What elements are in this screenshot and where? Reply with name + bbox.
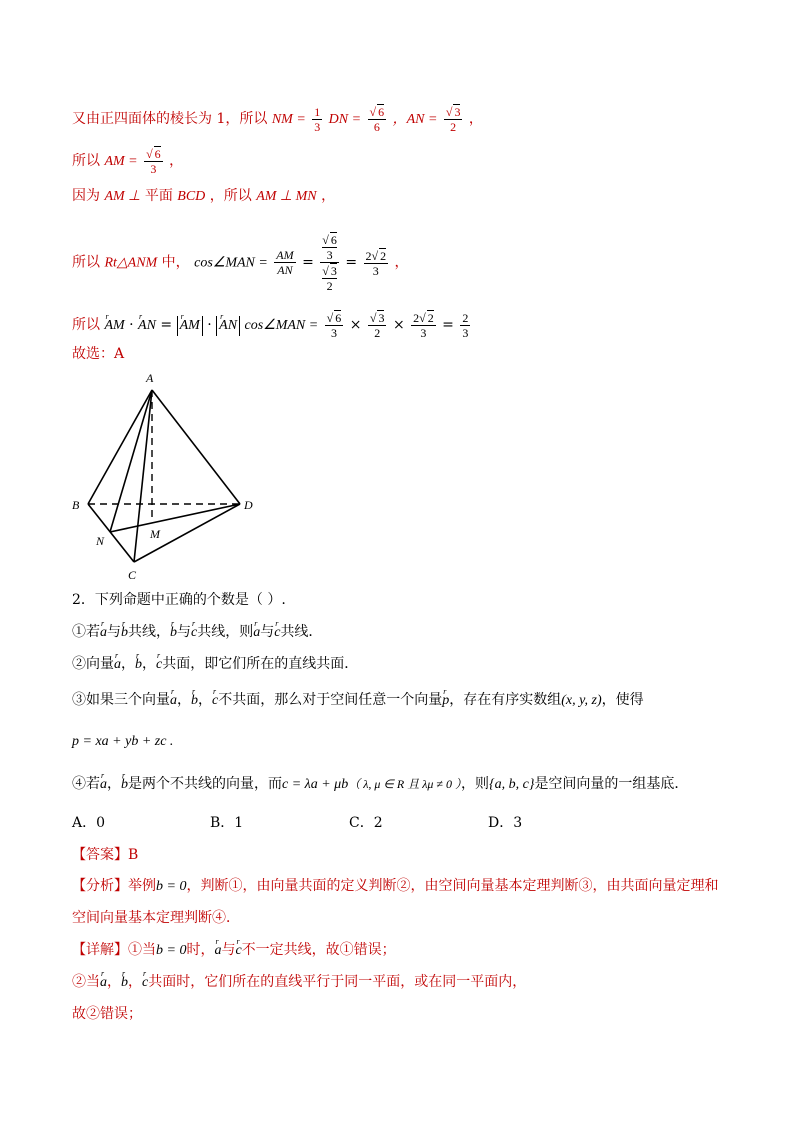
eq: = — [302, 254, 314, 271]
fraction: $\frac{AM}{AN}$ — [276, 248, 294, 277]
vector-p: r p — [442, 691, 449, 711]
label-c: C — [128, 568, 137, 582]
math: b = 0 — [156, 943, 187, 958]
math-an: ，AN = — [392, 112, 438, 127]
proposition-2: ②向量r a，r b，r c共面，即它们所在的直线共面． — [72, 654, 358, 675]
text: 所以 — [72, 254, 100, 271]
text: 所以 — [72, 153, 100, 169]
math-am: AM = — [104, 154, 138, 169]
text: 因为 — [72, 188, 100, 204]
detail-line-3: 故②错误； — [72, 1006, 142, 1022]
math-eq: c = λa + μb — [282, 777, 349, 792]
vector-a: r a — [253, 623, 260, 643]
fraction-sqrt: $\frac{2√ 2}{3}$ — [413, 311, 434, 340]
proposition-3-equation: p = xa + yb + zc . — [72, 734, 174, 749]
math: b = 0 — [156, 879, 187, 894]
abs-am: r AM — [177, 316, 203, 336]
text: ，所以 — [209, 188, 252, 204]
math-condition: （ λ, μ ∈ R 且 λμ ≠ 0 ） — [348, 777, 462, 791]
answer-value: B — [128, 847, 139, 863]
detail-line-2: ②当r a，r b，r c共面时，它们所在的直线平行于同一平面，或在同一平面内， — [72, 972, 526, 993]
math: Rt△ANM — [104, 255, 158, 271]
solution-line-3 — [72, 186, 335, 207]
fraction: $\frac{2√ 2}{3}$ — [365, 248, 387, 278]
option-c[interactable]: C．2 — [349, 815, 383, 831]
vector-c: r c — [235, 941, 241, 961]
question-stem: 2．下列命题中正确的个数是（ ）. — [72, 592, 286, 608]
text: 又由正四面体的棱长为 1，所以 — [72, 111, 268, 127]
punct: ， — [468, 111, 483, 127]
text: 所以 — [72, 317, 100, 333]
label-m: M — [150, 527, 160, 541]
eq: = — [442, 317, 454, 333]
fraction: $\frac{2}{3}$ — [462, 310, 469, 340]
punct: ， — [169, 153, 184, 169]
complex-fraction: $\frac{\frac{√ 6}{3}}{\frac{√ 3}{2}}$ — [322, 233, 337, 293]
vector-c: r c — [274, 623, 280, 643]
vector-b: r b — [121, 623, 128, 643]
vector-a: r a — [114, 655, 121, 675]
label-b: B — [72, 498, 80, 512]
times: × — [392, 317, 405, 333]
analysis-line-1: 【分析】举例b = 0，判断①，由向量共面的定义判断②，由空间向量基本定理判断③，由共面向量定理和 — [72, 878, 719, 894]
vector-a: r a — [170, 691, 177, 711]
solution-line-4 — [72, 232, 409, 293]
analysis-tag: 【分析】 — [72, 878, 128, 894]
edge-bc — [88, 504, 134, 562]
vector-a: r a — [100, 775, 107, 795]
tuple-xyz: (x, y, z) — [561, 693, 602, 708]
times: × — [349, 317, 362, 333]
text: 平面 — [144, 188, 173, 204]
punct: ， — [321, 188, 336, 204]
math-dn: DN = — [328, 112, 362, 127]
eq: = — [160, 317, 173, 333]
vector-am: r AM — [104, 316, 124, 336]
vector-an: r AN — [138, 316, 156, 336]
fraction-sqrt: $\frac{√ 3}{2}$ — [445, 105, 461, 134]
dot: · — [129, 317, 134, 333]
fraction-sqrt: $\frac{√ 6}{3}$ — [146, 147, 161, 176]
vector-b: r b — [121, 775, 128, 795]
label-d: D — [244, 498, 253, 512]
label-a: A — [146, 371, 154, 385]
answer-tag: 【答案】 — [72, 847, 128, 863]
fraction: $\frac{1}{3}$ — [314, 104, 321, 134]
fraction-sqrt: $\frac{√ 6}{6}$ — [369, 105, 385, 134]
option-a[interactable]: A．0 — [72, 815, 106, 831]
edge-ad — [152, 390, 240, 504]
vector-a: r a — [100, 623, 107, 643]
vector-c: r c — [212, 691, 218, 711]
vector-a: r a — [100, 973, 107, 993]
solution-line-1 — [72, 104, 483, 134]
math-cos: cos∠MAN = — [244, 318, 319, 333]
detail-tag: 【详解】 — [72, 942, 128, 958]
edge-an — [110, 390, 152, 532]
proposition-3: ③如果三个向量r a，r b，r c不共面，那么对于空间任意一个向量r p，存在有序实数组(x, y, z)，使得 — [72, 690, 644, 711]
vector-b: r b — [191, 691, 198, 711]
solution-line-5 — [72, 310, 472, 340]
label-n: N — [96, 534, 105, 548]
option-d[interactable]: D．3 — [488, 815, 523, 831]
edge-nd — [110, 504, 240, 532]
vector-set: {a, b, c} — [489, 777, 535, 792]
math: AM ⊥ MN — [256, 189, 317, 204]
dot: · — [207, 317, 212, 333]
math-nm: NM = — [271, 112, 306, 127]
analysis-line-2: 空间向量基本定理判断④． — [72, 910, 240, 926]
fraction-sqrt: $\frac{√ 6}{3}$ — [326, 311, 342, 340]
fraction-sqrt: $\frac{√ 3}{2}$ — [369, 311, 385, 340]
proposition-1: ①若r a与r b共线，r b与r c共线，则r a与r c共线． — [72, 622, 322, 643]
math: AM ⊥ — [104, 189, 141, 204]
vector-b: r b — [121, 973, 128, 993]
eq: = — [345, 254, 358, 271]
vector-c: r c — [142, 973, 148, 993]
vector-c: r c — [156, 655, 162, 675]
detail-line-1: 【详解】①当b = 0时，r a与r c不一定共线，故①错误； — [72, 940, 396, 961]
vector-b: r b — [170, 623, 177, 643]
answer-line — [72, 845, 138, 865]
choose-line: 故选：A — [72, 346, 125, 362]
math: BCD — [177, 189, 206, 204]
vector-c: r c — [191, 623, 197, 643]
tetrahedron-figure — [66, 368, 266, 584]
abs-an: r AN — [216, 316, 240, 336]
vector-b: r b — [135, 655, 142, 675]
option-b[interactable]: B．1 — [210, 815, 244, 831]
vector-a: r a — [214, 941, 221, 961]
math-cos: cos∠MAN = — [194, 255, 268, 271]
punct: ， — [394, 254, 409, 271]
proposition-4: ④若r a，r b是两个不共线的向量，而c = λa + μb（ λ, μ ∈ R 且 λμ ≠ 0 ），则{a, b, c}是空间向量的一组基底． — [72, 774, 688, 795]
text: 中， — [161, 254, 190, 271]
solution-line-2 — [72, 146, 183, 176]
